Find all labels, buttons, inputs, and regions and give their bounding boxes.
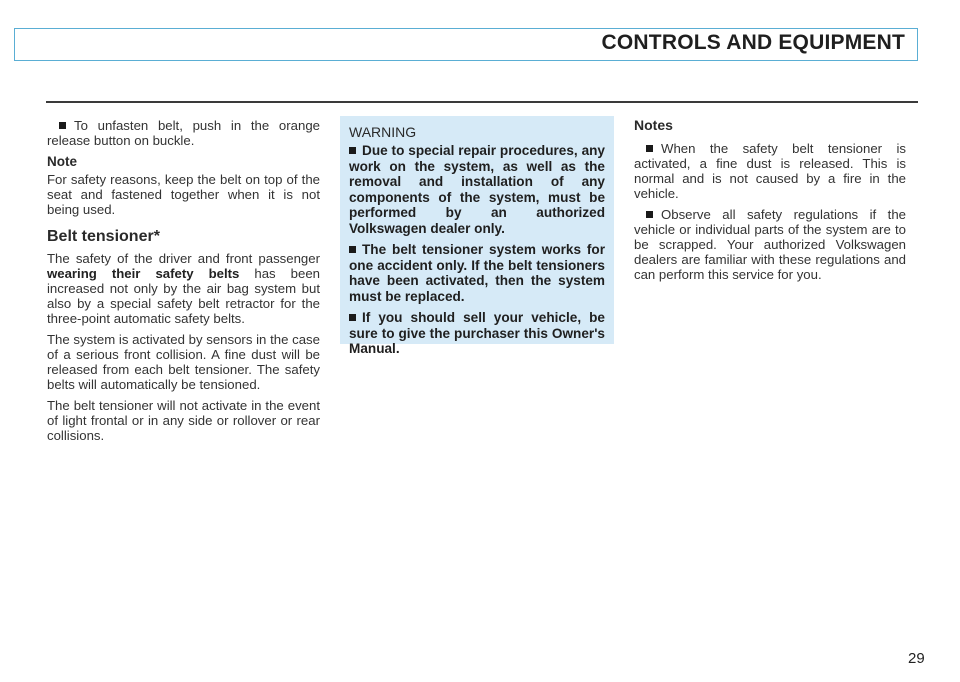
note-text: For safety reasons, keep the belt on top of the seat and fastened together when it is not being used. <box>47 172 320 217</box>
page-number: 29 <box>908 650 925 667</box>
bullet-icon <box>646 145 653 152</box>
warning-item: The belt tensioner system works for one accident only. If the belt tensioners have been activated, then the system must be replaced. <box>349 242 605 304</box>
note-heading: Note <box>47 154 77 169</box>
emphasis-text: wearing their safety belts <box>47 266 240 281</box>
belt-tensioner-paragraph-2: The system is activated by sensors in the case of a serious front collision. A fine dust will be released from each belt tensioner. The safety belts will automatically be tensioned. <box>47 332 320 392</box>
notes-item: When the safety belt tensioner is activated, a fine dust is released. This is normal and is not caused by a fire in the vehicle. <box>634 141 906 201</box>
bullet-icon <box>349 314 356 321</box>
horizontal-divider <box>46 101 918 103</box>
header-box <box>14 28 918 61</box>
warning-title: WARNING <box>349 124 417 140</box>
page-section-title: CONTROLS AND EQUIPMENT <box>601 31 905 54</box>
unfasten-instruction: To unfasten belt, push in the orange release button on buckle. <box>47 118 320 148</box>
bullet-icon <box>59 122 66 129</box>
notes-item: Observe all safety regulations if the vehicle or individual parts of the system are to be scrapped. Your authorized Volkswagen dealers are familiar with these regulations and can perform this service for you. <box>634 207 906 282</box>
left-column <box>47 118 320 449</box>
right-column <box>634 118 906 288</box>
bullet-icon <box>646 211 653 218</box>
bullet-icon <box>349 147 356 154</box>
warning-item: If you should sell your vehicle, be sure to give the purchaser this Owner's Manual. <box>349 310 605 356</box>
warning-box <box>340 116 614 356</box>
section-heading: Belt tensioner* <box>47 228 160 245</box>
bullet-icon <box>349 246 356 253</box>
notes-heading: Notes <box>634 117 673 133</box>
belt-tensioner-paragraph-1: The safety of the driver and front passenger wearing their safety belts has been increased not only by the air bag system but also by a special safety belt retractor for the three-point automatic safety belts. <box>47 251 320 326</box>
warning-item: Due to special repair procedures, any work on the system, as well as the removal and installation of any components of the system, must be performed by an authorized Volkswagen dealer only. <box>349 143 605 236</box>
belt-tensioner-paragraph-3: The belt tensioner will not activate in the event of light frontal or in any side or rollover or rear collisions. <box>47 398 320 443</box>
